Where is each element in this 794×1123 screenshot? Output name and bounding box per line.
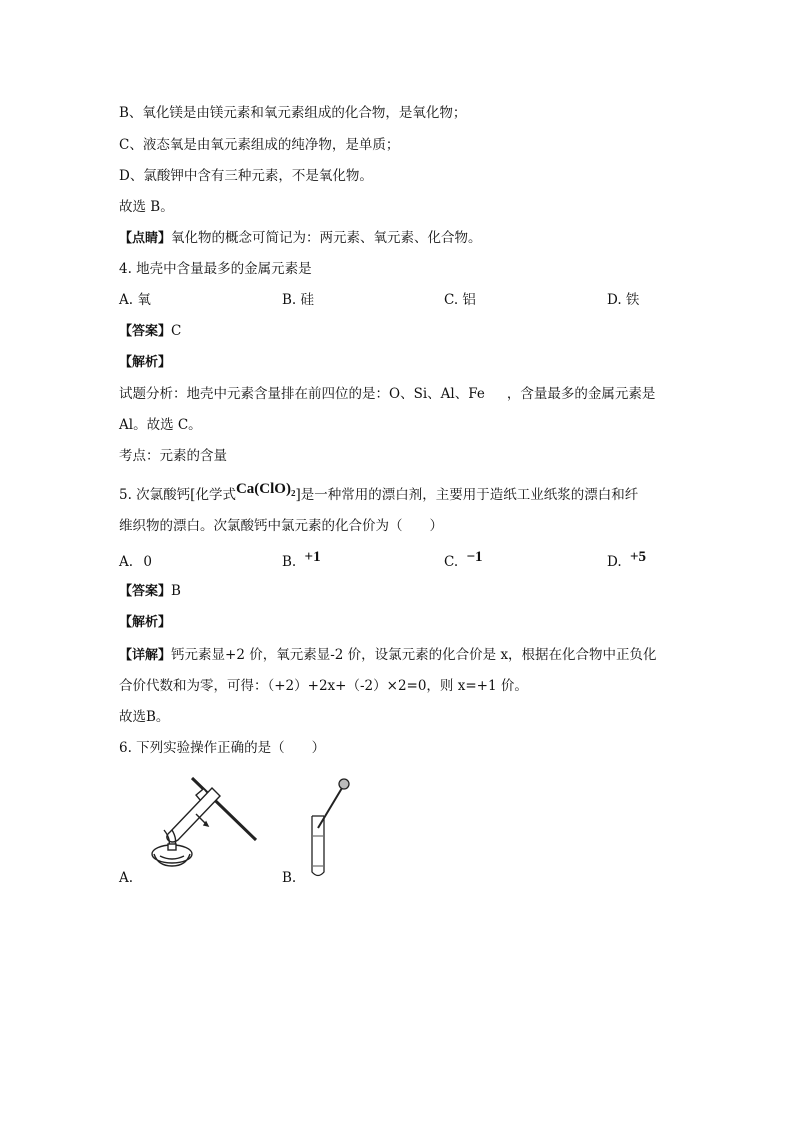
q4-answer: C <box>171 323 182 339</box>
q5-option-d-value: +5 <box>629 549 646 565</box>
q5-stem-a: 5. 次氯酸钙[化学式 <box>119 487 236 503</box>
q6-stem: 6. 下列实验操作正确的是（ ） <box>119 740 326 756</box>
dianjing-tag: 【点睛】 <box>119 231 172 246</box>
q4-analysis-1a: 试题分析：地壳中元素含量排在前四位的是：O、Si、Al、Fe <box>119 386 485 402</box>
q4-option-c: C. 铝 <box>444 292 476 308</box>
q5-option-a <box>119 553 152 571</box>
q5-option-b-value: +1 <box>304 549 321 565</box>
q4-analysis-1b: ，含量最多的金属元素是 <box>506 386 656 402</box>
q5-option-c-value: −1 <box>466 549 483 565</box>
q5-detail-line-1 <box>119 646 657 665</box>
q4-analysis-tag: 【解析】 <box>119 355 172 370</box>
q5-option-d-label: D. <box>607 554 622 570</box>
q4-option-d: D. 铁 <box>607 292 640 308</box>
q5-option-b-label: B. <box>282 554 297 570</box>
q4-option-a: A. 氧 <box>119 292 151 308</box>
q5-stem-line-1 <box>119 481 639 504</box>
dropper-test-tube-figure <box>308 776 358 880</box>
q4-analysis-2: Al。故选 C。 <box>119 417 202 433</box>
c-explanation: C、液态氧是由氧元素组成的纯净物，是单质； <box>119 137 400 153</box>
q5-answer-line <box>119 582 181 601</box>
q5-analysis-tag: 【解析】 <box>119 615 172 630</box>
choose-b-line: 故选 B。 <box>119 199 174 215</box>
q5-option-a-value: 0 <box>143 554 152 570</box>
q4-kaodian: 考点：元素的含量 <box>119 448 227 464</box>
q6-option-a-label: A. <box>119 870 134 886</box>
q5-detail-1: 钙元素显+2 价，氧元素显-2 价，设氯元素的化合价是 x，根据在化合物中正负化 <box>171 647 657 663</box>
q5-stem-b: ]是一种常用的漂白剂，主要用于造纸工业纸浆的漂白和纤 <box>295 487 639 503</box>
dianjing-text: 氧化物的概念可简记为：两元素、氧元素、化合物。 <box>171 230 482 246</box>
q5-option-c-label: C. <box>444 554 459 570</box>
q5-choose: 故选B。 <box>119 709 170 725</box>
q4-answer-tag: 【答案】 <box>119 324 172 339</box>
q5-option-b <box>282 549 321 571</box>
q5-option-c <box>444 549 483 571</box>
q5-option-d <box>607 549 646 571</box>
q4-stem: 4. 地壳中含量最多的金属元素是 <box>119 261 312 277</box>
q5-option-a-label: A. <box>119 554 134 570</box>
b-explanation: B、氧化镁是由镁元素和氧元素组成的化合物，是氧化物； <box>119 105 467 121</box>
alcohol-lamp-heating-figure <box>150 770 262 870</box>
q4-option-b: B. 硅 <box>282 292 315 308</box>
q5-formula: Ca(ClO)₂ <box>235 481 296 497</box>
q5-stem-line-2: 维织物的漂白。次氯酸钙中氯元素的化合价为（ ） <box>119 518 443 534</box>
q6-option-b-label: B. <box>282 870 297 886</box>
d-explanation: D、氯酸钾中含有三种元素，不是氧化物。 <box>119 168 373 184</box>
q4-answer-line <box>119 322 181 341</box>
q5-detail-line-2: 合价代数和为零，可得：（+2）+2x+（-2）×2=0，则 x=+1 价。 <box>119 678 528 694</box>
q4-analysis-1 <box>119 385 655 403</box>
q5-answer: B <box>171 583 181 599</box>
q5-answer-tag: 【答案】 <box>119 584 172 599</box>
dianjing-line <box>119 229 482 248</box>
q5-detail-tag: 【详解】 <box>119 648 172 663</box>
